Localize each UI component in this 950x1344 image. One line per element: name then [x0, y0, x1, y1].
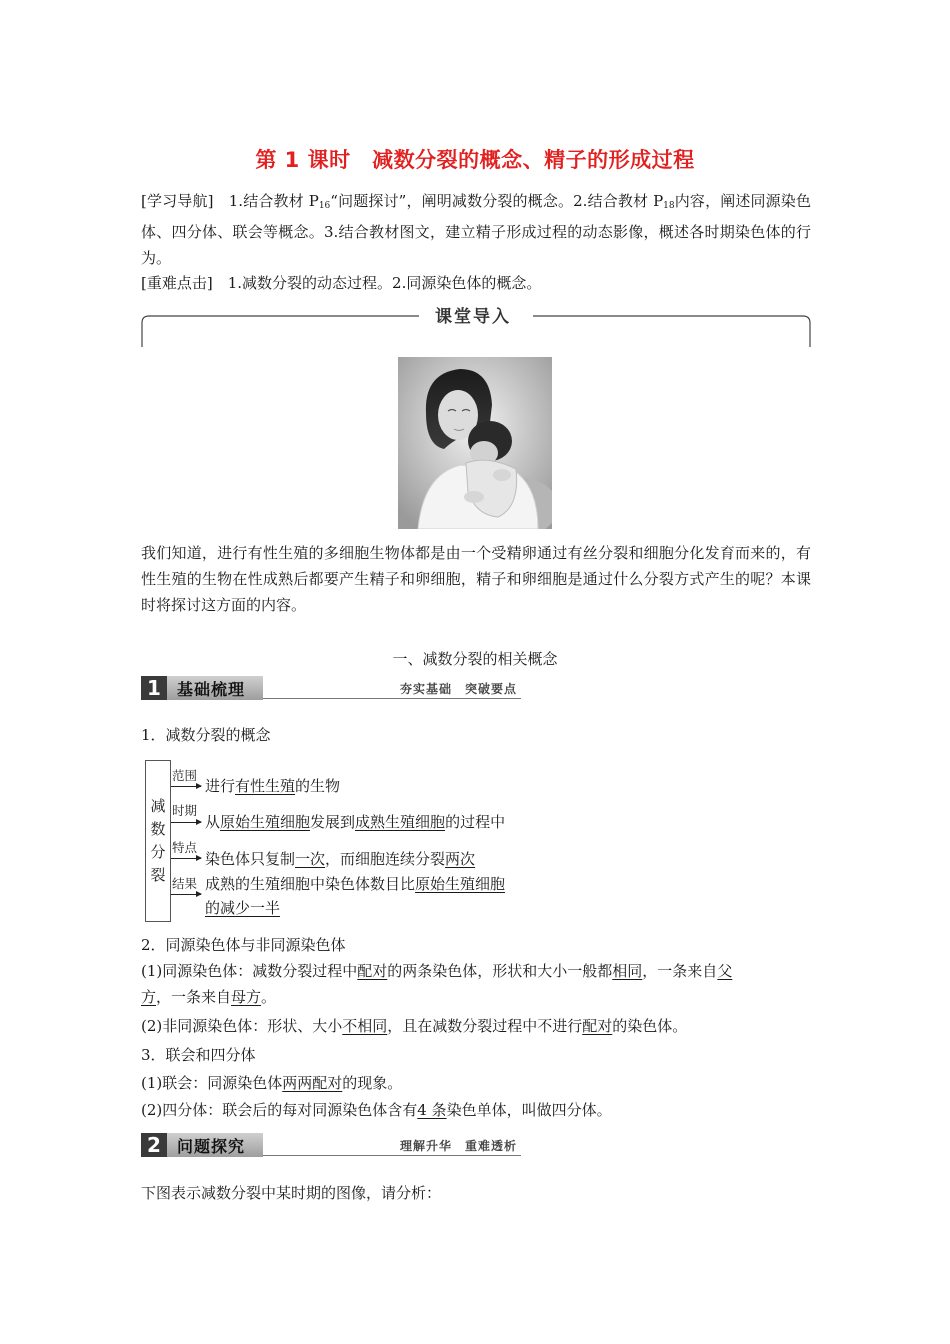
item-text: ，一条来自: [156, 988, 232, 1006]
row-text: 进行: [205, 777, 236, 795]
subject-char: 分: [150, 843, 166, 861]
row-text: 发展到: [310, 813, 356, 831]
row-text: 的生物: [295, 777, 341, 795]
answer-blank: 配对: [357, 962, 388, 980]
diagram-row-result-line2: [205, 897, 280, 918]
intro-banner-title: 课堂导入: [423, 302, 523, 327]
diagram-row-period: [205, 811, 505, 832]
learning-guide: [141, 188, 811, 271]
answer-blank: 原始生殖细胞: [415, 875, 506, 893]
guide-text: “问题探讨”，阐明减数分裂的概念。2.结合教材 P: [330, 192, 664, 210]
page-subscript: 18: [663, 201, 675, 211]
item3-title: 3．联会和四分体: [141, 1046, 256, 1064]
section-number: 1: [141, 676, 167, 700]
subject-char: 数: [150, 820, 166, 838]
section-slogan: 理解升华 重难透析: [399, 1139, 517, 1153]
diagram-arrow: [171, 894, 201, 895]
diagram-arrow: [171, 786, 201, 787]
section-rule: [263, 698, 521, 699]
subject-char: 裂: [150, 866, 166, 884]
item-text: ，一条来自: [642, 962, 718, 980]
diagram-label-scope: 范围: [172, 768, 198, 783]
intro-paragraph: 我们知道，进行有性生殖的多细胞生物体都是由一个受精卵通过有丝分裂和细胞分化发育而来的，有性生殖的生物在性成熟后都要产生精子和卵细胞，精子和卵细胞是通过什么分裂方式产生的呢？本课时将探讨这方面的内容。: [141, 544, 811, 614]
diagram-row-feature: [205, 848, 475, 869]
item3-tetrad: [141, 1097, 811, 1123]
item-text: 的两条染色体，形状和大小一般都: [387, 962, 613, 980]
section-rule: [263, 1155, 521, 1156]
closing-prompt: 下图表示减数分裂中某时期的图像，请分析：: [141, 1184, 442, 1202]
section-header-inquiry: [141, 1133, 521, 1157]
row-text: 染色体只复制: [205, 850, 296, 868]
row-text: ，而细胞连续分裂: [325, 850, 446, 868]
item1-title: 1．减数分裂的概念: [141, 726, 271, 744]
section-slogan: 夯实基础 突破要点: [399, 682, 517, 696]
diagram-label-feature: 特点: [172, 840, 198, 855]
item-text: (2)四分体：联会后的每对同源染色体含有: [141, 1101, 418, 1119]
section-title: 基础梳理: [177, 680, 246, 699]
item2-nonhomologous: [141, 1013, 811, 1039]
diagram-arrow: [171, 858, 201, 859]
row-text: 成熟的生殖细胞中染色体数目比: [205, 875, 416, 893]
diagram-subject: [145, 795, 171, 887]
item-text: (1)联会：同源染色体: [141, 1074, 283, 1092]
row-text: 的过程中: [445, 813, 506, 831]
item2-title: 2．同源染色体与非同源染色体: [141, 936, 346, 954]
answer-blank: 两两配对: [282, 1074, 343, 1092]
guide-text: 1.结合教材 P: [228, 192, 319, 210]
section-title: 问题探究: [177, 1137, 246, 1156]
answer-blank: 方: [141, 988, 157, 1006]
diagram-arrow: [171, 822, 201, 823]
item-text: 染色单体，叫做四分体。: [446, 1101, 612, 1119]
answer-blank: 成熟生殖细胞: [355, 813, 446, 831]
answer-blank: 配对: [582, 1017, 613, 1035]
answer-blank: 有性生殖: [235, 777, 296, 795]
answer-blank: 不相同: [342, 1017, 388, 1035]
item-text: (1)同源染色体：减数分裂过程中: [141, 962, 358, 980]
item-text: (2)非同源染色体：形状、大小: [141, 1017, 343, 1035]
item-text: ，且在减数分裂过程中不进行: [387, 1017, 583, 1035]
page-title: 第 1 课时 减数分裂的概念、精子的形成过程: [255, 148, 695, 172]
answer-blank: 母方: [231, 988, 262, 1006]
diagram-row-result: [205, 873, 505, 894]
section-number: 2: [141, 1133, 167, 1157]
item2-homologous: [141, 958, 811, 1010]
item-text: 的染色体。: [612, 1017, 688, 1035]
mother-child-photo: [398, 357, 552, 529]
answer-blank: 相同: [612, 962, 643, 980]
diagram-label-period: 时期: [172, 803, 198, 818]
answer-blank: 的减少一半: [205, 899, 281, 917]
diagram-row-scope: [205, 775, 340, 796]
subject-char: 减: [150, 797, 166, 815]
answer-blank: 两次: [445, 850, 476, 868]
page-subscript: 16: [318, 201, 331, 211]
item3-synapsis: [141, 1070, 811, 1096]
answer-blank: 原始生殖细胞: [220, 813, 311, 831]
answer-blank: 4 条: [417, 1101, 447, 1119]
part-heading: 一、减数分裂的相关概念: [392, 650, 558, 668]
diagram-label-result: 结果: [172, 876, 198, 891]
guide-tag: [学习导航]: [141, 192, 214, 210]
section-header-basics: [141, 676, 521, 700]
item-text: 。: [261, 988, 277, 1006]
answer-blank: 父: [717, 962, 733, 980]
row-text: 从: [205, 813, 221, 831]
key-points: [141, 270, 811, 296]
keypoints-tag: [重难点击]: [141, 274, 213, 292]
guide-text: 内容，阐述同源染色体、四分体、联会等概念。3.结合教材图文，建立精子形成过程的动态影像，概述各时期染色体的行为。: [141, 192, 811, 267]
item-text: 的现象。: [342, 1074, 403, 1092]
keypoints-text: 1.减数分裂的动态过程。2.同源染色体的概念。: [227, 274, 542, 292]
answer-blank: 一次: [295, 850, 326, 868]
